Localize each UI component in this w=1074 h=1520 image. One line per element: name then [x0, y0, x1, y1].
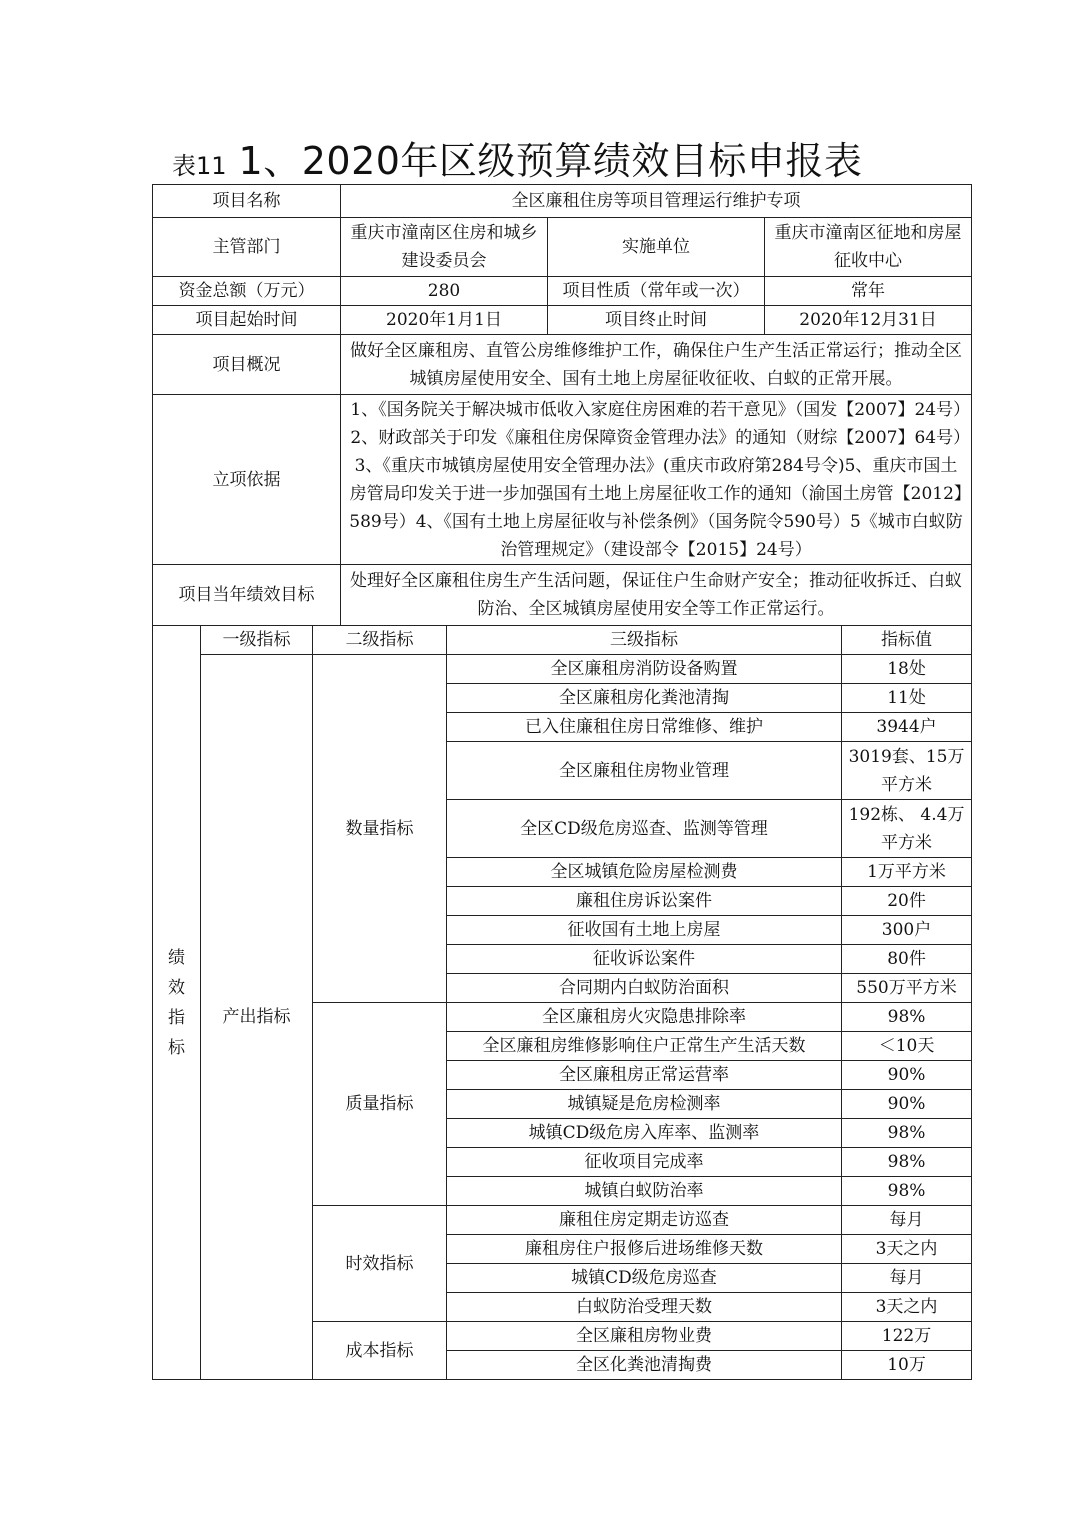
header-level2: 二级指标 [313, 626, 447, 655]
value-start-time: 2020年1月1日 [341, 306, 548, 335]
performance-indicators-text: 绩效指标 [168, 947, 185, 1058]
level2-group-name: 时效指标 [313, 1206, 447, 1322]
indicator-value: ＜10天 [842, 1032, 972, 1061]
value-overview: 做好全区廉租房、直管公房维修维护工作，确保住户生产生活正常运行；推动全区城镇房屋使用安全、国有土地上房屋征收征收、白蚁的正常开展。 [341, 335, 972, 395]
level3-indicator-name: 城镇CD级危房入库率、监测率 [447, 1119, 842, 1148]
level3-indicator-name: 全区廉租房物业费 [447, 1322, 842, 1351]
indicator-value: 98% [842, 1119, 972, 1148]
level3-indicator-name: 合同期内白蚁防治面积 [447, 974, 842, 1003]
label-performance-indicators [153, 626, 201, 1380]
indicator-value: 11处 [842, 684, 972, 713]
value-project-name: 全区廉租住房等项目管理运行维护专项 [341, 185, 972, 218]
level3-indicator-name: 全区廉租房维修影响住户正常生产生活天数 [447, 1032, 842, 1061]
value-funds-total: 280 [341, 277, 548, 306]
header-value: 指标值 [842, 626, 972, 655]
level3-indicator-name: 廉租房住户报修后进场维修天数 [447, 1235, 842, 1264]
indicator-value: 1万平方米 [842, 858, 972, 887]
table-number: 表11 [172, 152, 227, 180]
label-funds-total: 资金总额（万元） [153, 277, 341, 306]
level2-group-name: 数量指标 [313, 655, 447, 1003]
indicator-value: 18处 [842, 655, 972, 684]
indicator-value: 98% [842, 1148, 972, 1177]
value-implementer: 重庆市潼南区征地和房屋征收中心 [765, 218, 972, 277]
indicator-row [153, 655, 972, 684]
value-basis: 1、《国务院关于解决城市低收入家庭住房困难的若干意见》（国发【2007】24号）2、财政部关于印发《廉租住房保障资金管理办法》的通知（财综【2007】64号）3、《重庆市城镇房屋使用安全管理办法》(重庆市政府第284号令)5、重庆市国土房管局印发关于进一步加强国有土地上房屋征收工作的通知（渝国土房管【2012】589号）4、《国有土地上房屋征收与补偿条例》（国务院令590号）5《城市白蚁防治管理规定》（建设部令【2015】24号） [341, 395, 972, 565]
level3-indicator-name: 全区廉租住房物业管理 [447, 742, 842, 800]
header-level3: 三级指标 [447, 626, 842, 655]
indicator-value: 10万 [842, 1351, 972, 1380]
level3-indicator-name: 城镇疑是危房检测率 [447, 1090, 842, 1119]
level3-indicator-name: 已入住廉租住房日常维修、维护 [447, 713, 842, 742]
level3-indicator-name: 城镇CD级危房巡查 [447, 1264, 842, 1293]
header-level1: 一级指标 [201, 626, 313, 655]
level3-indicator-name: 廉租住房定期走访巡查 [447, 1206, 842, 1235]
level2-group-name: 质量指标 [313, 1003, 447, 1206]
level3-indicator-name: 廉租住房诉讼案件 [447, 887, 842, 916]
label-implementer: 实施单位 [548, 218, 765, 277]
label-end-time: 项目终止时间 [548, 306, 765, 335]
value-end-time: 2020年12月31日 [765, 306, 972, 335]
indicator-value: 80件 [842, 945, 972, 974]
indicator-value: 300户 [842, 916, 972, 945]
level3-indicator-name: 全区城镇危险房屋检测费 [447, 858, 842, 887]
level3-indicator-name: 城镇白蚁防治率 [447, 1177, 842, 1206]
level3-indicator-name: 全区CD级危房巡查、监测等管理 [447, 800, 842, 858]
indicator-value: 122万 [842, 1322, 972, 1351]
value-department: 重庆市潼南区住房和城乡建设委员会 [341, 218, 548, 277]
level2-group-name: 成本指标 [313, 1322, 447, 1380]
value-nature: 常年 [765, 277, 972, 306]
level3-indicator-name: 征收国有土地上房屋 [447, 916, 842, 945]
indicator-value: 3天之内 [842, 1293, 972, 1322]
level3-indicator-name: 白蚁防治受理天数 [447, 1293, 842, 1322]
label-department: 主管部门 [153, 218, 341, 277]
indicator-value: 20件 [842, 887, 972, 916]
level3-indicator-name: 全区廉租房火灾隐患排除率 [447, 1003, 842, 1032]
label-overview: 项目概况 [153, 335, 341, 395]
indicator-value: 98% [842, 1003, 972, 1032]
indicator-value: 90% [842, 1061, 972, 1090]
level3-indicator-name: 全区廉租房正常运营率 [447, 1061, 842, 1090]
indicator-value: 3019套、15万平方米 [842, 742, 972, 800]
level3-indicator-name: 全区化粪池清掏费 [447, 1351, 842, 1380]
indicator-value: 3944户 [842, 713, 972, 742]
table-title: 1、2020年区级预算绩效目标申报表 [238, 139, 863, 183]
label-nature: 项目性质（常年或一次） [548, 277, 765, 306]
indicator-value: 每月 [842, 1206, 972, 1235]
level3-indicator-name: 全区廉租房化粪池清掏 [447, 684, 842, 713]
indicator-value: 192栋、 4.4万平方米 [842, 800, 972, 858]
budget-performance-table [152, 184, 972, 1380]
page-title [172, 130, 862, 182]
label-annual-goal: 项目当年绩效目标 [153, 565, 341, 626]
label-basis: 立项依据 [153, 395, 341, 565]
level1-output-indicator: 产出指标 [201, 655, 313, 1380]
label-start-time: 项目起始时间 [153, 306, 341, 335]
level3-indicator-name: 全区廉租房消防设备购置 [447, 655, 842, 684]
level3-indicator-name: 征收项目完成率 [447, 1148, 842, 1177]
level3-indicator-name: 征收诉讼案件 [447, 945, 842, 974]
indicator-value: 3天之内 [842, 1235, 972, 1264]
indicator-value: 98% [842, 1177, 972, 1206]
value-annual-goal: 处理好全区廉租住房生产生活问题，保证住户生命财产安全；推动征收拆迁、白蚁防治、全区城镇房屋使用安全等工作正常运行。 [341, 565, 972, 626]
indicator-value: 550万平方米 [842, 974, 972, 1003]
indicator-value: 每月 [842, 1264, 972, 1293]
indicator-value: 90% [842, 1090, 972, 1119]
label-project-name: 项目名称 [153, 185, 341, 218]
